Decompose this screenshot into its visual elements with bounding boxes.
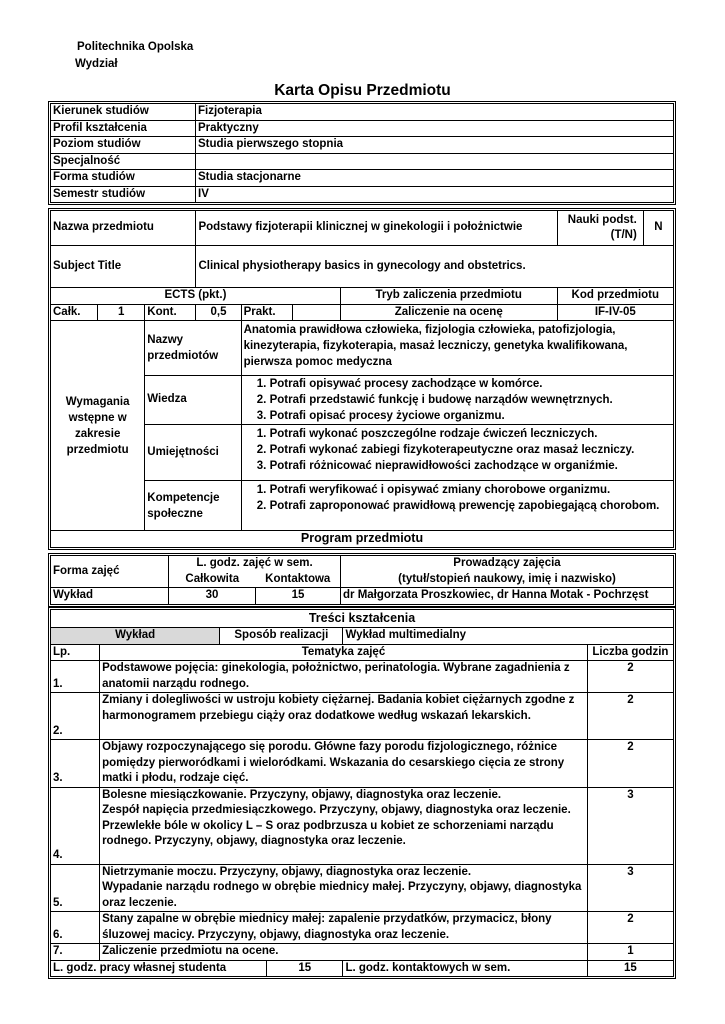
university-name: Politechnika Opolska: [77, 41, 194, 53]
study-info-label: Poziom studiów: [51, 137, 196, 154]
row-lp: 3.: [51, 740, 100, 788]
row-lp: 6.: [51, 912, 100, 944]
study-info-row: [51, 137, 674, 154]
study-info-value: IV: [196, 186, 674, 203]
subject-title-label: Subject Title: [51, 246, 196, 288]
program-contact-value: 15: [256, 588, 341, 605]
mode-value: Zaliczenie na ocenę: [340, 304, 557, 321]
study-info-row: [51, 104, 674, 121]
row-topic-multi: [100, 787, 588, 864]
ects-total-label: Całk.: [51, 304, 98, 321]
row-topic: Stany zapalne w obrębie miednicy małej: zapalenie przydatków, przymacicz, błony śluzowej macicy. Przyczyny, objawy, diagnostyka oraz leczenie.: [100, 912, 588, 944]
study-info-table: [48, 101, 676, 205]
row-topic-line: Nietrzymanie moczu. Przyczyny, objawy, diagnostyka oraz leczenie.: [102, 865, 472, 878]
hours-total-label: Całkowita: [169, 572, 256, 588]
study-info-row: [51, 120, 674, 137]
col-hours: Liczba godzin: [587, 644, 673, 661]
program-total-value: 30: [169, 588, 256, 605]
list-item: 2. Potrafi wykonać zabiegi fizykoterapeutyczne oraz masaż leczniczy.: [270, 442, 671, 458]
list-item: 1. Potrafi opisywać procesy zachodzące w komórce.: [270, 376, 671, 392]
row-topic-line: Zespół napięcia przedmiesiączkowego. Przyczyny, objawy, diagnostyka oraz leczenie.: [102, 804, 571, 816]
hours-label: L. godz. zajęć w sem.: [169, 556, 341, 572]
row-lp: 7.: [51, 944, 100, 961]
row-hours: 3: [587, 787, 673, 864]
study-info-value: Studia pierwszego stopnia: [196, 137, 674, 154]
row-topic-multi: [100, 864, 588, 912]
row-hours: 3: [587, 864, 673, 912]
teacher-sub-label: (tytuł/stopień naukowy, imię i nazwisko): [341, 572, 674, 588]
list-item: 1. Potrafi weryfikować i opisywać zmiany chorobowe organizmu.: [270, 482, 671, 498]
row-hours: 2: [587, 740, 673, 788]
row-hours: 2: [587, 912, 673, 944]
table-row: [51, 588, 674, 605]
table-row: [51, 864, 674, 912]
study-info-row: [51, 186, 674, 203]
req-knowledge-list: [241, 376, 673, 425]
study-info-label: Profil kształcenia: [51, 120, 196, 137]
req-social-label: Kompetencje społeczne: [145, 481, 241, 531]
study-info-label: Kierunek studiów: [51, 104, 196, 121]
form-label: Forma zajęć: [51, 556, 169, 588]
row-lp: 4.: [51, 787, 100, 864]
contact-hours-value: 15: [587, 960, 673, 977]
study-info-value: Studia stacjonarne: [196, 170, 674, 187]
subject-table: [48, 208, 676, 550]
method-label: Sposób realizacji: [220, 628, 343, 645]
own-work-cell: [51, 960, 343, 977]
row-topic: Zmiany i dolegliwości w ustroju kobiety ciężarnej. Badania kobiet ciężarnych zgodne z harmonogramem przebiegu ciąży oraz dodatkowe według wskazań lekarskich.: [100, 693, 588, 740]
ects-header: ECTS (pkt.): [51, 288, 341, 305]
list-item: 3. Potrafi opisać procesy życiowe organizmu.: [270, 408, 671, 424]
row-lp: 1.: [51, 661, 100, 693]
list-item: 2. Potrafi zaproponować prawidłową prewencję zapobiegającą chorobom.: [270, 498, 671, 514]
study-info-label: Specjalność: [51, 153, 196, 170]
program-teacher-value: dr Małgorzata Proszkowiec, dr Hanna Motak - Pochrzęst: [341, 588, 674, 605]
ects-contact-value: 0,5: [196, 304, 241, 321]
ects-practical-label: Prakt.: [241, 304, 292, 321]
study-info-value: Fizjoterapia: [196, 104, 674, 121]
subject-name-label: Nazwa przedmiotu: [51, 211, 196, 246]
ects-contact-label: Kont.: [145, 304, 196, 321]
req-subjects-label: Nazwy przedmiotów: [145, 321, 241, 376]
req-knowledge-label: Wiedza: [145, 376, 241, 425]
row-topic-line: Bolesne miesiączkowanie. Przyczyny, objawy, diagnostyka oraz leczenie.: [102, 788, 502, 801]
study-info-row: [51, 170, 674, 187]
row-hours: 2: [587, 661, 673, 693]
col-topic: Tematyka zajęć: [100, 644, 588, 661]
code-header: Kod przedmiotu: [557, 288, 673, 305]
row-hours: 1: [587, 944, 673, 961]
study-info-label: Forma studiów: [51, 170, 196, 187]
study-info-value: [196, 153, 674, 170]
requirements-label: Wymagania wstępne w zakresie przedmiotu: [51, 321, 145, 531]
contact-hours-label: L. godz. kontaktowych w sem.: [343, 960, 587, 977]
row-topic-line: Wypadanie narządu rodnego w obrębie miednicy małej. Przyczyny, objawy, diagnostyka oraz leczenie.: [102, 881, 582, 909]
table-row: [51, 693, 674, 740]
row-topic: Podstawowe pojęcia: ginekologia, położnictwo, perinatologia. Wybrane zagadnienia z anatomii narządu rodnego.: [100, 661, 588, 693]
subject-name-value: Podstawy fizjoterapii klinicznej w ginekologii i położnictwie: [196, 211, 557, 246]
col-lp: Lp.: [51, 644, 100, 661]
req-social-list: [241, 481, 673, 531]
hours-contact-label: Kontaktowa: [256, 572, 341, 588]
req-skills-list: [241, 425, 673, 481]
list-item: 3. Potrafi różnicować nieprawidłowości zachodzące w organiźmie.: [270, 458, 671, 474]
list-item: 2. Potrafi przedstawić funkcję i budowę narządów wewnętrznych.: [270, 392, 671, 408]
basic-science-label: Nauki podst. (T/N): [557, 211, 643, 246]
table-row: [51, 787, 674, 864]
program-title: Program przedmiotu: [51, 531, 674, 548]
table-row: [51, 740, 674, 788]
content-type: Wykład: [51, 628, 220, 645]
row-topic-line: Przewlekłe bóle w okolicy L – S oraz podbrzusza u kobiet ze schorzeniami narządu rodnego. Przyczyny, objawy, diagnostyka oraz leczenie.: [102, 819, 554, 847]
basic-science-value: N: [643, 211, 673, 246]
own-work-label: L. godz. pracy własnej studenta: [51, 961, 267, 977]
mode-header: Tryb zaliczenia przedmiotu: [340, 288, 557, 305]
study-info-row: [51, 153, 674, 170]
req-skills-label: Umiejętności: [145, 425, 241, 481]
table-row: [51, 944, 674, 961]
ects-total-value: 1: [98, 304, 145, 321]
table-row: [51, 912, 674, 944]
content-title: Treści kształcenia: [51, 610, 674, 628]
teacher-label: Prowadzący zajęcia: [341, 556, 674, 572]
table-row: [51, 661, 674, 693]
ects-practical-value: [292, 304, 340, 321]
content-table: [48, 607, 676, 979]
req-subjects-value: Anatomia prawidłowa człowieka, fizjologia człowieka, patofizjologia, kinezyterapia, fizykoterapia, masaż leczniczy, genetyka kwalifikowana, pierwsza pomoc medyczna: [241, 321, 673, 376]
row-lp: 2.: [51, 693, 100, 740]
row-lp: 5.: [51, 864, 100, 912]
subject-title-value: Clinical physiotherapy basics in gynecology and obstetrics.: [196, 246, 674, 288]
page-title: Karta Opisu Przedmiotu: [274, 82, 451, 99]
code-value: IF-IV-05: [557, 304, 673, 321]
program-table: [48, 553, 676, 607]
row-topic: Zaliczenie przedmiotu na ocene.: [100, 944, 588, 961]
own-work-value: 15: [298, 961, 312, 974]
study-info-label: Semestr studiów: [51, 186, 196, 203]
list-item: 1. Potrafi wykonać poszczególne rodzaje ćwiczeń leczniczych.: [270, 426, 671, 442]
study-info-value: Praktyczny: [196, 120, 674, 137]
faculty-name: Wydział: [75, 58, 118, 70]
program-form-value: Wykład: [51, 588, 169, 605]
row-topic: Objawy rozpoczynającego się porodu. Główne fazy porodu fizjologicznego, różnice pomiędzy pierworódkami i wieloródkami. Wskazania do cesarskiego cięcia ze strony matki i płodu, rodzaje cięć.: [100, 740, 588, 788]
row-hours: 2: [587, 693, 673, 740]
method-value: Wykład multimedialny: [343, 628, 674, 645]
